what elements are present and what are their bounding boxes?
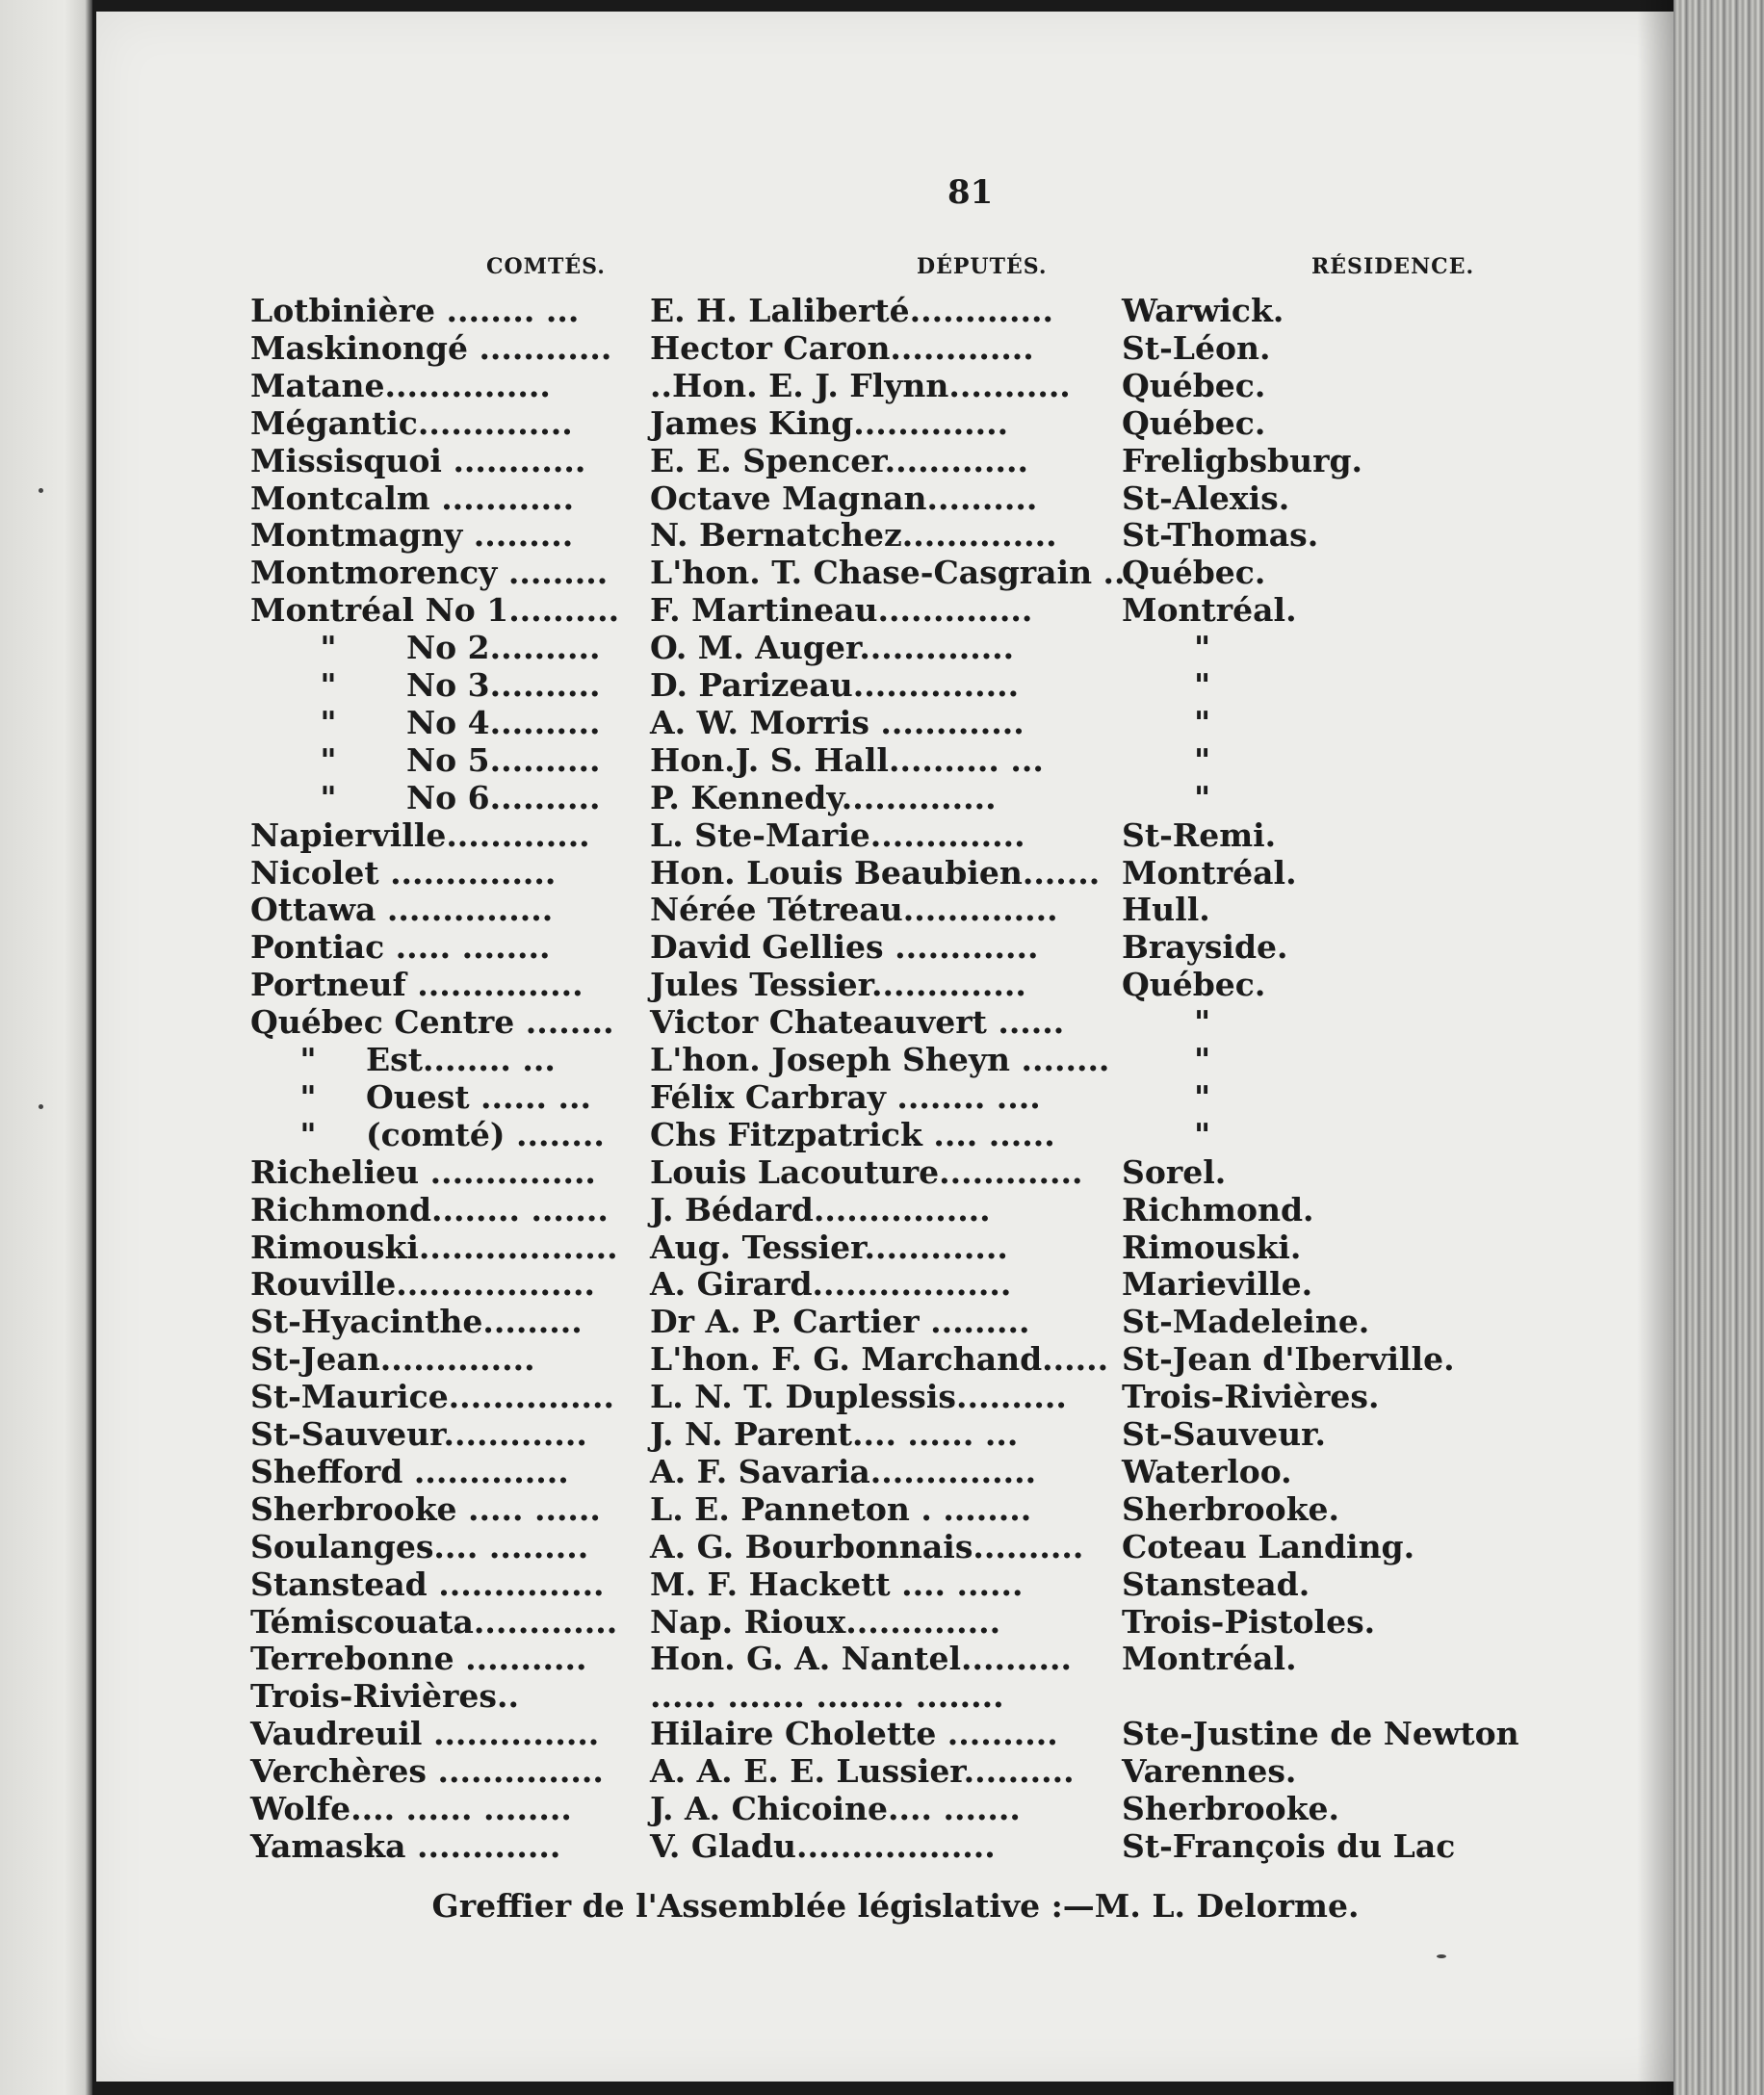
county-cell: St-Maurice...............	[250, 1378, 615, 1416]
residence-cell: "	[1194, 1003, 1211, 1042]
table-row	[96, 1454, 1695, 1490]
county-cell: Ottawa ...............	[250, 891, 554, 929]
county-cell: Pontiac ..... ........	[250, 928, 551, 967]
county-cell: Missisquoi ............	[250, 441, 586, 479]
county-cell	[250, 1079, 591, 1116]
county-cell: Richmond........ .......	[250, 1190, 609, 1229]
residence-cell: Ste-Justine de Newton	[1122, 1715, 1519, 1753]
deputy-cell: A. G. Bourbonnais..........	[650, 1527, 1084, 1565]
county-cell: Richelieu ...............	[250, 1152, 596, 1191]
residence-cell: Montréal.	[1122, 1640, 1297, 1678]
binding-shadow	[1637, 0, 1675, 2095]
table-row	[96, 1304, 1695, 1340]
county-sub-label: Ouest ...... ...	[366, 1077, 591, 1116]
county-cell	[250, 1117, 605, 1153]
county-cell: Montmagny .........	[250, 516, 574, 555]
county-cell: St-Hyacinthe.........	[250, 1303, 583, 1341]
county-cell: Matane...............	[250, 366, 551, 404]
table-row	[96, 967, 1695, 1003]
deputy-cell: A. F. Savaria...............	[650, 1452, 1037, 1490]
table-row	[96, 1117, 1695, 1153]
residence-cell: Québec.	[1122, 966, 1266, 1004]
county-cell	[250, 742, 601, 779]
county-sub-label: No 6..........	[406, 778, 601, 816]
residence-cell: Freligbsburg.	[1122, 441, 1363, 479]
page-number: 81	[947, 173, 994, 212]
table-row	[96, 592, 1695, 629]
county-cell: Verchères ...............	[250, 1752, 604, 1791]
deputy-cell: Nérée Tétreau..............	[650, 891, 1058, 929]
county-cell: Montréal No 1..........	[250, 591, 620, 630]
table-row	[96, 1079, 1695, 1116]
deputy-cell: Hon. G. A. Nantel..........	[650, 1640, 1072, 1678]
deputy-cell: D. Parizeau...............	[650, 666, 1020, 704]
column-header-deputes: DÉPUTÉS.	[917, 254, 1048, 279]
deputy-cell: James King..............	[650, 403, 1009, 442]
table-row	[96, 1604, 1695, 1641]
deputy-cell: David Gellies .............	[650, 928, 1039, 967]
table-row	[96, 368, 1695, 404]
residence-cell: Québec.	[1122, 403, 1266, 442]
deputy-cell: Victor Chateauvert ......	[650, 1003, 1065, 1042]
ditto-mark: "	[320, 666, 337, 704]
county-cell: Trois-Rivières..	[250, 1677, 519, 1716]
county-cell: Vaudreuil ...............	[250, 1715, 600, 1753]
county-cell: Yamaska .............	[250, 1826, 561, 1865]
column-header-comtes: COMTÉS.	[486, 254, 606, 279]
ink-speck	[39, 1104, 43, 1109]
table-row	[96, 1192, 1695, 1229]
county-cell: Wolfe.... ...... ........	[250, 1790, 572, 1827]
table-row	[96, 1379, 1695, 1415]
table-row	[96, 1716, 1695, 1752]
residence-cell: St-Remi.	[1122, 815, 1277, 854]
county-cell	[250, 1042, 556, 1078]
deputy-cell: Louis Lacouture.............	[650, 1152, 1083, 1191]
residence-cell: Sherbrooke.	[1122, 1489, 1340, 1528]
table-row	[96, 1491, 1695, 1528]
residence-cell: Sherbrooke.	[1122, 1790, 1340, 1827]
deputy-cell: L. N. T. Duplessis..........	[650, 1378, 1067, 1416]
residence-cell: Marieville.	[1122, 1265, 1313, 1304]
table-row	[96, 405, 1695, 442]
table-row	[96, 1566, 1695, 1603]
county-sub-label: No 5..........	[406, 740, 601, 779]
deputy-cell: M. F. Hackett .... ......	[650, 1565, 1024, 1603]
county-sub-label: Est........ ...	[366, 1041, 556, 1078]
table-row	[96, 817, 1695, 854]
deputy-cell: Félix Carbray ........ ....	[650, 1077, 1041, 1116]
residence-cell: Coteau Landing.	[1122, 1527, 1415, 1565]
county-cell	[250, 667, 601, 704]
ditto-mark: "	[320, 778, 337, 816]
book-page	[96, 12, 1695, 2082]
county-cell: Montcalm ............	[250, 478, 575, 517]
ditto-mark: "	[320, 703, 337, 741]
county-cell: Témiscouata.............	[250, 1602, 618, 1641]
county-cell: Rouville..................	[250, 1265, 596, 1304]
residence-cell: Richmond.	[1122, 1190, 1314, 1229]
residence-cell: Montréal.	[1122, 853, 1297, 892]
residence-cell: Brayside.	[1122, 928, 1288, 967]
residence-cell: "	[1194, 703, 1211, 741]
deputy-cell: Nap. Rioux..............	[650, 1602, 1001, 1641]
residence-cell: St-Alexis.	[1122, 478, 1290, 517]
table-row	[96, 1828, 1695, 1865]
ditto-mark: "	[299, 1115, 317, 1153]
deputy-cell: F. Martineau..............	[650, 591, 1033, 630]
table-row	[96, 1042, 1695, 1078]
county-cell: Maskinongé ............	[250, 328, 612, 367]
table-row	[96, 443, 1695, 479]
table-row	[96, 667, 1695, 704]
deputy-cell: Jules Tessier..............	[650, 966, 1026, 1004]
residence-cell: St-Thomas.	[1122, 516, 1319, 555]
ink-speck	[1437, 1954, 1446, 1958]
county-cell: Lotbinière ........ ...	[250, 292, 580, 329]
deputy-cell: V. Gladu..................	[650, 1826, 996, 1865]
residence-cell: "	[1194, 1041, 1211, 1078]
deputy-cell: L'hon. T. Chase-Casgrain ...	[650, 554, 1137, 592]
deputy-cell: ..Hon. E. J. Flynn...........	[650, 366, 1071, 404]
table-row	[96, 1529, 1695, 1565]
deputy-cell: Hon. Louis Beaubien.......	[650, 853, 1101, 892]
table-row	[96, 630, 1695, 666]
deputy-cell: L'hon. Joseph Sheyn ........	[650, 1041, 1110, 1078]
table-row	[96, 1341, 1695, 1378]
table-row	[96, 1678, 1695, 1715]
county-cell: Montmorency .........	[250, 554, 609, 592]
residence-cell: Sorel.	[1122, 1152, 1227, 1191]
residence-cell: St-Léon.	[1122, 328, 1271, 367]
county-cell: Nicolet ...............	[250, 853, 557, 892]
county-cell: Shefford ..............	[250, 1452, 569, 1490]
stacked-page-edges	[1673, 0, 1764, 2095]
county-cell: Stanstead ...............	[250, 1565, 605, 1603]
deputy-cell: L. Ste-Marie..............	[650, 815, 1025, 854]
deputy-cell: ...... ....... ........ ........	[650, 1677, 1004, 1716]
deputy-cell: Hector Caron.............	[650, 328, 1034, 367]
residence-cell: "	[1194, 666, 1211, 704]
residence-cell: "	[1194, 740, 1211, 779]
county-cell	[250, 630, 601, 666]
county-cell	[250, 780, 601, 816]
table-row	[96, 1154, 1695, 1191]
residence-cell: Québec.	[1122, 554, 1266, 592]
deputy-cell: A. A. E. E. Lussier..........	[650, 1752, 1075, 1791]
table-row	[96, 555, 1695, 591]
residence-cell: Warwick.	[1122, 292, 1284, 329]
table-row	[96, 742, 1695, 779]
table-row	[96, 480, 1695, 517]
residence-cell: "	[1194, 1077, 1211, 1116]
county-sub-label: (comté) ........	[366, 1115, 605, 1153]
residence-cell: Hull.	[1122, 891, 1210, 929]
deputy-cell: Dr A. P. Cartier .........	[650, 1303, 1030, 1341]
deputy-cell: E. H. Laliberté.............	[650, 292, 1053, 329]
county-cell: Napierville.............	[250, 815, 590, 854]
county-cell: St-Jean..............	[250, 1340, 535, 1379]
residence-cell: Québec.	[1122, 366, 1266, 404]
deputy-cell: J. Bédard................	[650, 1190, 991, 1229]
deputy-cell: L. E. Panneton . ........	[650, 1489, 1032, 1528]
county-cell: Mégantic..............	[250, 403, 573, 442]
county-cell: Québec Centre ........	[250, 1003, 614, 1042]
residence-cell: "	[1194, 778, 1211, 816]
deputy-cell: A. Girard..................	[650, 1265, 1012, 1304]
residence-cell: "	[1194, 1115, 1211, 1153]
table-row	[96, 705, 1695, 741]
deputy-cell: P. Kennedy..............	[650, 778, 997, 816]
deputy-cell: A. W. Morris .............	[650, 703, 1025, 741]
county-sub-label: No 2..........	[406, 629, 601, 667]
residence-cell: St-Jean d'Iberville.	[1122, 1340, 1455, 1379]
residence-cell: St-Madeleine.	[1122, 1303, 1370, 1341]
table-row	[96, 780, 1695, 816]
residence-cell: Varennes.	[1122, 1752, 1297, 1791]
left-facing-page-edge	[0, 0, 92, 2095]
column-header-residence: RÉSIDENCE.	[1311, 254, 1475, 279]
table-row	[96, 892, 1695, 928]
deputy-cell: J. A. Chicoine.... .......	[650, 1790, 1021, 1827]
county-cell: Sherbrooke ..... ......	[250, 1489, 601, 1528]
deputy-cell: Chs Fitzpatrick .... ......	[650, 1115, 1055, 1153]
residence-cell: Rimouski.	[1122, 1228, 1302, 1266]
deputy-cell: Octave Magnan..........	[650, 478, 1038, 517]
ditto-mark: "	[320, 740, 337, 779]
residence-cell: St-François du Lac	[1122, 1826, 1456, 1865]
county-sub-label: No 4..........	[406, 703, 601, 741]
ink-speck	[39, 488, 43, 493]
county-cell: St-Sauveur.............	[250, 1415, 587, 1453]
clerk-footer: Greffier de l'Assemblée législative :—M. L. Delorme.	[431, 1886, 1360, 1925]
deputy-cell: O. M. Auger..............	[650, 629, 1015, 667]
deputy-cell: E. E. Spencer.............	[650, 441, 1028, 479]
county-cell: Terrebonne ...........	[250, 1640, 587, 1678]
deputy-cell: Hon.J. S. Hall.......... ...	[650, 740, 1044, 779]
table-row	[96, 855, 1695, 892]
county-cell: Soulanges.... .........	[250, 1527, 589, 1565]
deputy-cell: J. N. Parent.... ...... ...	[650, 1415, 1019, 1453]
county-cell: Portneuf ...............	[250, 966, 584, 1004]
deputy-cell: Aug. Tessier.............	[650, 1228, 1008, 1266]
deputy-cell: Hilaire Cholette ..........	[650, 1715, 1058, 1753]
table-row	[96, 1416, 1695, 1453]
table-row	[96, 929, 1695, 966]
residence-cell: Stanstead.	[1122, 1565, 1310, 1603]
residence-cell: St-Sauveur.	[1122, 1415, 1326, 1453]
residence-cell: Trois-Pistoles.	[1122, 1602, 1376, 1641]
residence-cell: "	[1194, 629, 1211, 667]
deputy-cell: L'hon. F. G. Marchand......	[650, 1340, 1109, 1379]
deputy-cell: N. Bernatchez..............	[650, 516, 1057, 555]
table-row	[96, 330, 1695, 367]
table-row	[96, 517, 1695, 554]
residence-cell: Waterloo.	[1122, 1452, 1292, 1490]
table-row	[96, 1266, 1695, 1303]
table-row	[96, 1753, 1695, 1790]
table-row	[96, 293, 1695, 329]
table-row	[96, 1641, 1695, 1677]
county-cell	[250, 705, 601, 741]
table-row	[96, 1791, 1695, 1827]
table-row	[96, 1229, 1695, 1266]
table-row	[96, 1004, 1695, 1041]
ditto-mark: "	[299, 1041, 317, 1078]
residence-cell: Trois-Rivières.	[1122, 1378, 1380, 1416]
ditto-mark: "	[299, 1077, 317, 1116]
county-cell: Rimouski..................	[250, 1228, 618, 1266]
residence-cell: Montréal.	[1122, 591, 1297, 630]
county-sub-label: No 3..........	[406, 666, 601, 704]
ditto-mark: "	[320, 629, 337, 667]
